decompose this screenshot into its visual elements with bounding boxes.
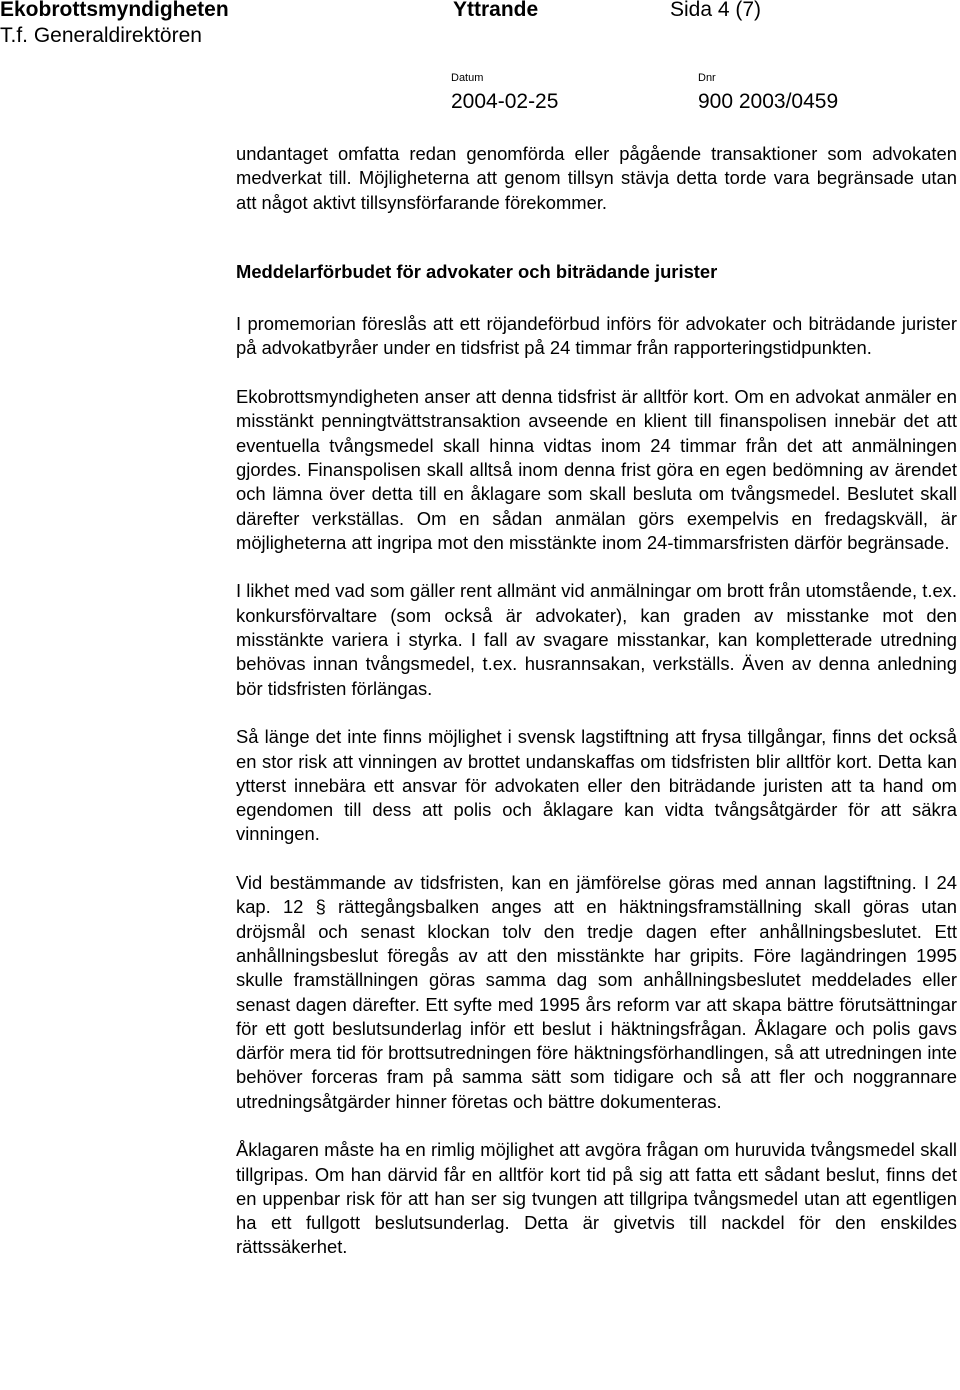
header-document-type: Yttrande <box>453 0 539 21</box>
section-heading: Meddelarförbudet för advokater och biträdande jurister <box>236 260 718 282</box>
dnr-value: 900 2003/0459 <box>698 90 839 113</box>
header-role: T.f. Generaldirektören <box>0 24 202 47</box>
body-paragraph: Så länge det inte finns möjlighet i svensk lagstiftning att frysa tillgångar, finns det också en stor risk att vinningen av brottet undanskaffas om tidsfristen blir alltför kort. Detta kan ytterst innebära ett ansvar för advokaten eller den biträdande juristen att ta hand om egendomen till dess att polis och åklagare kan vidta tvångsåtgärder för att säkra vinningen. <box>236 726 957 845</box>
body-paragraph: I promemorian föreslås att ett röjandeförbud införs för advokater och biträdande jurister på advokatbyråer under en tidsfrist på 24 timmar från rapporteringstidpunkten. <box>236 313 957 359</box>
dnr-label: Dnr <box>698 72 716 84</box>
body-paragraph: I likhet med vad som gäller rent allmänt vid anmälningar om brott från utomstående, t.ex. konkursförvaltare (som också är advokater), kan graden av misstanke mot den misstänkte variera i styrka. I fall av svagare misstankar, kan kompletterade utredning behövas innan tvångsmedel, t.ex. husrannsakan, verkställs. Även av denna anledning bör tidsfristen förlängas. <box>236 580 957 699</box>
date-label: Datum <box>451 72 484 84</box>
body-paragraph: Åklagaren måste ha en rimlig möjlighet att avgöra frågan om huruvida tvångsmedel skall tillgripas. Om han därvid får en alltför kort tid på sig att fatta ett sådant beslut, finns det en uppenbar risk för att han ser sig tvungen att tillgripa tvångsmedel utan att egentligen ha ett fullgott beslutsunderlag. Detta är givetvis till nackdel för den enskildes rättssäkerhet. <box>236 1139 957 1258</box>
intro-paragraph: undantaget omfatta redan genomförda eller pågående transaktioner som advokaten medverkat till. Möjligheterna att genom tillsyn stävja detta torde vara begränsade utan att något aktivt tillsynsförfarande förekommer. <box>236 143 957 213</box>
header-organization: Ekobrottsmyndigheten <box>0 0 229 21</box>
body-paragraph: Vid bestämmande av tidsfristen, kan en jämförelse göras med annan lagstiftning. I 24 kap. 12 § rättegångsbalken anges att en häktningsframställning skall göras utan dröjsmål och senast klockan tolv den tredje dagen efter anhållningsbeslutet. Ett anhållningsbeslut föregås av att den misstänkte har gripits. Före lagändringen 1995 skulle framställningen göras samma dag som anhållningsbeslutet meddelades eller senast dagen därefter. Ett syfte med 1995 års reform var att skapa bättre förutsättningar för ett gott beslutsunderlag inför ett beslut i häktningsfrågan. Åklagare och polis gavs därför mera tid för brottsutredningen före häktningsförhandlingen, så att utredningen inte behöver forceras fram på samma sätt som tidigare och så att fler och noggrannare utredningsåtgärder hinner företas och bättre dokumenteras. <box>236 872 957 1112</box>
header-page-number: Sida 4 (7) <box>670 0 762 21</box>
body-paragraph: Ekobrottsmyndigheten anser att denna tidsfrist är alltför kort. Om en advokat anmäler en misstänkt penningtvättstransaktion avseende en klient till finanspolisen innebär det att eventuella tvångsmedel skall hinna vidtas inom 24 timmar från det att anmälningen gjordes. Finanspolisen skall alltså inom denna frist göra en egen bedömning av ärendet och lämna över detta till en åklagare som skall besluta om tvångsmedel. Beslutet skall därefter verkställas. Om en sådan anmälan görs exempelvis en fredagskväll, är möjligheterna att ingripa mot den misstänkte inom 24-timmarsfristen därför begränsade. <box>236 386 957 553</box>
document-body <box>236 142 957 1284</box>
date-value: 2004-02-25 <box>451 90 559 113</box>
